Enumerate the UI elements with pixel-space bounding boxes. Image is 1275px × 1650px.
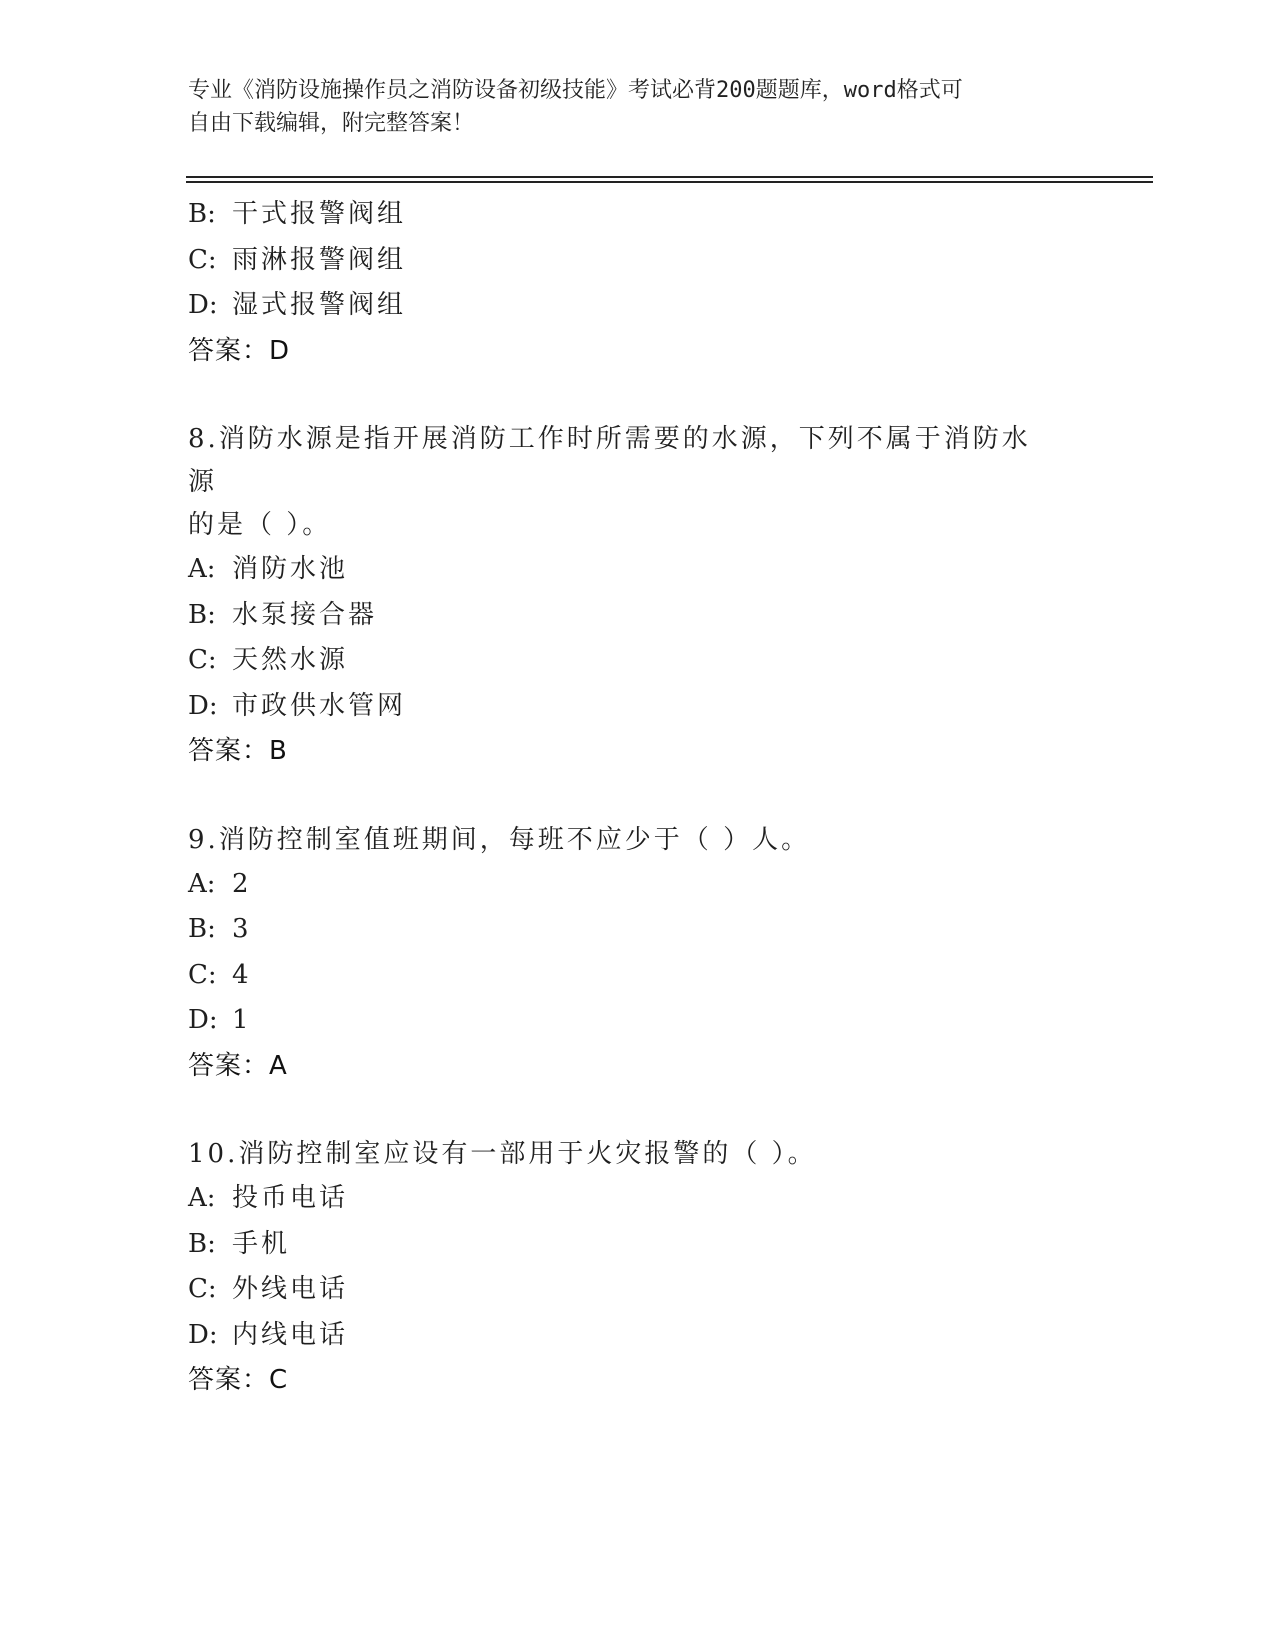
- question-9: [188, 819, 1088, 1090]
- option-b: B: 手机: [188, 1228, 291, 1259]
- question-10: [188, 1133, 1088, 1404]
- header-title-line-1: 专业《消防设施操作员之消防设备初级技能》考试必背200题题库，word格式可: [188, 78, 963, 103]
- option-c: C: 4: [188, 959, 252, 990]
- option-c: C: 天然水源: [188, 645, 349, 675]
- option-c: C: 雨淋报警阀组: [188, 244, 407, 275]
- document-header: [188, 74, 1068, 140]
- question-stem: 10.消防控制室应设有一部用于火灾报警的（ ）。: [188, 1139, 817, 1169]
- answer-line: 答案：B: [188, 736, 288, 766]
- question-8: [188, 418, 1088, 775]
- header-divider-top: [186, 176, 1153, 178]
- option-d: D: 内线电话: [188, 1319, 349, 1350]
- header-title-line-2: 自由下载编辑，附完整答案！: [188, 111, 475, 136]
- option-d: D: 1: [188, 1005, 252, 1035]
- question-carryover: [188, 192, 1088, 374]
- option-d: D: 市政供水管网: [188, 690, 407, 721]
- answer-line: 答案：A: [188, 1050, 288, 1081]
- option-d: D: 湿式报警阀组: [188, 290, 407, 320]
- option-b: B: 干式报警阀组: [188, 199, 407, 229]
- option-a: A: 2: [188, 868, 252, 899]
- question-stem: 8.消防水源是指开展消防工作时所需要的水源，下列不属于消防水源 的是（ ）。: [188, 424, 1031, 540]
- answer-line: 答案：C: [188, 1365, 289, 1395]
- answer-line: 答案：D: [188, 335, 291, 366]
- option-b: B: 3: [188, 914, 252, 944]
- question-list: [188, 192, 1088, 1404]
- header-divider-bottom: [186, 181, 1153, 183]
- option-b: B: 水泵接合器: [188, 599, 378, 630]
- option-a: A: 投币电话: [188, 1183, 349, 1213]
- option-a: A: 消防水池: [188, 554, 349, 584]
- option-c: C: 外线电话: [188, 1274, 349, 1304]
- question-stem: 9.消防控制室值班期间，每班不应少于（ ）人。: [188, 824, 811, 855]
